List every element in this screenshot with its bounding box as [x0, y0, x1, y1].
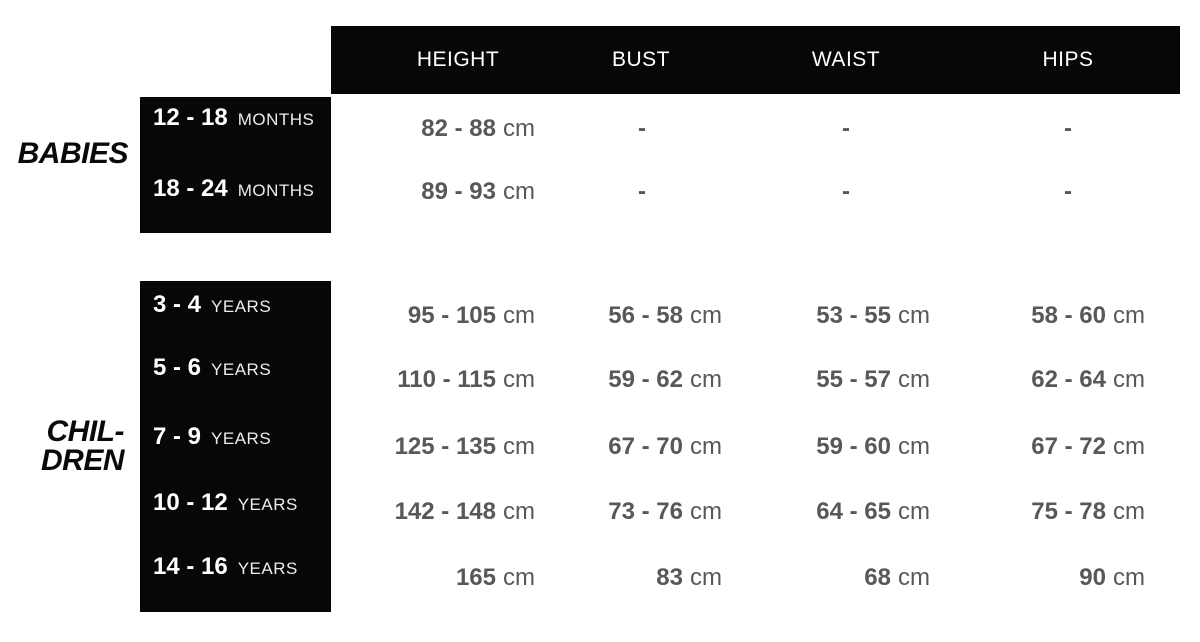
bust-value-cell [656, 564, 722, 592]
age-range: 18 - 24 [153, 175, 228, 202]
measurement-unit: cm [690, 433, 722, 460]
measurement-unit: cm [503, 366, 535, 393]
empty-measurement-dash: - [1064, 178, 1072, 205]
age-row [153, 354, 271, 382]
height-value-cell [421, 115, 535, 143]
age-range: 3 - 4 [153, 291, 202, 318]
bust-value-cell [608, 433, 722, 461]
age-unit-label: MONTHS [237, 181, 315, 200]
measurement-unit: cm [898, 302, 930, 329]
measurement-value: 62 - 64 [1031, 366, 1106, 393]
measurement-unit: cm [1113, 366, 1145, 393]
measurement-unit: cm [690, 302, 722, 329]
age-unit-label: YEARS [211, 297, 272, 316]
measurement-value: 142 - 148 [394, 498, 496, 525]
measurement-unit: cm [898, 564, 930, 591]
measurement-value: 165 [455, 564, 496, 591]
measurement-unit: cm [503, 115, 535, 142]
measurement-value: 75 - 78 [1031, 498, 1106, 525]
measurement-unit: cm [503, 498, 535, 525]
measurement-value: 53 - 55 [816, 302, 891, 329]
measurement-unit: cm [503, 178, 535, 205]
hips-value-cell [1031, 433, 1145, 461]
measurement-unit: cm [1113, 433, 1145, 460]
empty-measurement-dash: - [1064, 115, 1072, 142]
age-row [153, 423, 271, 451]
children-group-label [41, 417, 124, 475]
age-unit-label: YEARS [211, 429, 272, 448]
height-value-cell [395, 433, 535, 461]
bust-value-cell [608, 302, 722, 330]
age-row [153, 553, 298, 581]
measurement-unit: cm [898, 433, 930, 460]
waist-value-cell [816, 302, 930, 330]
children-group-label-line2: DREN [40, 444, 124, 477]
measurement-value: 83 [656, 564, 683, 591]
column-header-waist: WAIST [811, 48, 881, 71]
age-range: 10 - 12 [153, 489, 228, 516]
age-row [153, 175, 314, 203]
measurement-value: 82 - 88 [421, 115, 496, 142]
measurement-value: 73 - 76 [608, 498, 683, 525]
measurement-value: 110 - 115 [397, 366, 496, 393]
age-unit-label: MONTHS [237, 110, 315, 129]
measurement-value: 58 - 60 [1031, 302, 1106, 329]
height-value-cell [408, 302, 535, 330]
measurement-value: 59 - 60 [816, 433, 891, 460]
measurement-value: 55 - 57 [816, 366, 891, 393]
measurement-unit: cm [898, 498, 930, 525]
measurement-unit: cm [1113, 498, 1145, 525]
hips-value-cell [1031, 366, 1145, 394]
hips-value-cell [1031, 302, 1145, 330]
age-row [153, 489, 298, 517]
measurement-value: 64 - 65 [816, 498, 891, 525]
hips-value-cell [1031, 498, 1145, 526]
measurement-value: 125 - 135 [394, 433, 496, 460]
measurement-unit: cm [898, 366, 930, 393]
age-unit-label: YEARS [237, 495, 298, 514]
empty-measurement-dash: - [842, 178, 850, 205]
waist-value-cell [816, 366, 930, 394]
bust-value-cell [608, 366, 722, 394]
hips-value-cell [1079, 564, 1145, 592]
height-value-cell [397, 366, 535, 394]
measurement-unit: cm [690, 366, 722, 393]
measurement-unit: cm [690, 498, 722, 525]
height-value-cell [395, 498, 535, 526]
measurement-value: 95 - 105 [407, 302, 496, 329]
measurement-value: 67 - 70 [608, 433, 683, 460]
waist-value-cell [816, 498, 930, 526]
children-age-box [140, 281, 331, 612]
empty-measurement-dash: - [638, 178, 646, 205]
age-row [153, 104, 314, 132]
measurement-unit: cm [503, 564, 535, 591]
empty-measurement-dash: - [842, 115, 850, 142]
bust-value-cell [608, 498, 722, 526]
measurement-value: 89 - 93 [421, 178, 496, 205]
column-header-bust: BUST [611, 48, 671, 71]
age-unit-label: YEARS [211, 360, 272, 379]
age-range: 12 - 18 [153, 104, 228, 131]
age-unit-label: YEARS [237, 559, 298, 578]
age-row [153, 291, 271, 319]
measurement-unit: cm [503, 433, 535, 460]
height-value-cell [456, 564, 535, 592]
waist-value-cell [864, 564, 930, 592]
waist-value-cell [816, 433, 930, 461]
age-range: 7 - 9 [153, 423, 202, 450]
age-range: 14 - 16 [153, 553, 228, 580]
column-header-hips: HIPS [1042, 48, 1094, 71]
column-header-height: HEIGHT [416, 48, 500, 71]
children-group-label-line1: CHIL- [46, 415, 124, 448]
measurement-value: 56 - 58 [608, 302, 683, 329]
measurement-unit: cm [1113, 302, 1145, 329]
measurement-value: 59 - 62 [608, 366, 683, 393]
measurement-unit: cm [690, 564, 722, 591]
measurement-value: 67 - 72 [1031, 433, 1106, 460]
height-value-cell [421, 178, 535, 206]
measurement-unit: cm [1113, 564, 1145, 591]
age-range: 5 - 6 [153, 354, 202, 381]
empty-measurement-dash: - [638, 115, 646, 142]
measurement-value: 68 [864, 564, 891, 591]
measurement-unit: cm [503, 302, 535, 329]
measurement-value: 90 [1079, 564, 1106, 591]
babies-group-label: BABIES [17, 137, 128, 170]
babies-age-box [140, 97, 331, 233]
